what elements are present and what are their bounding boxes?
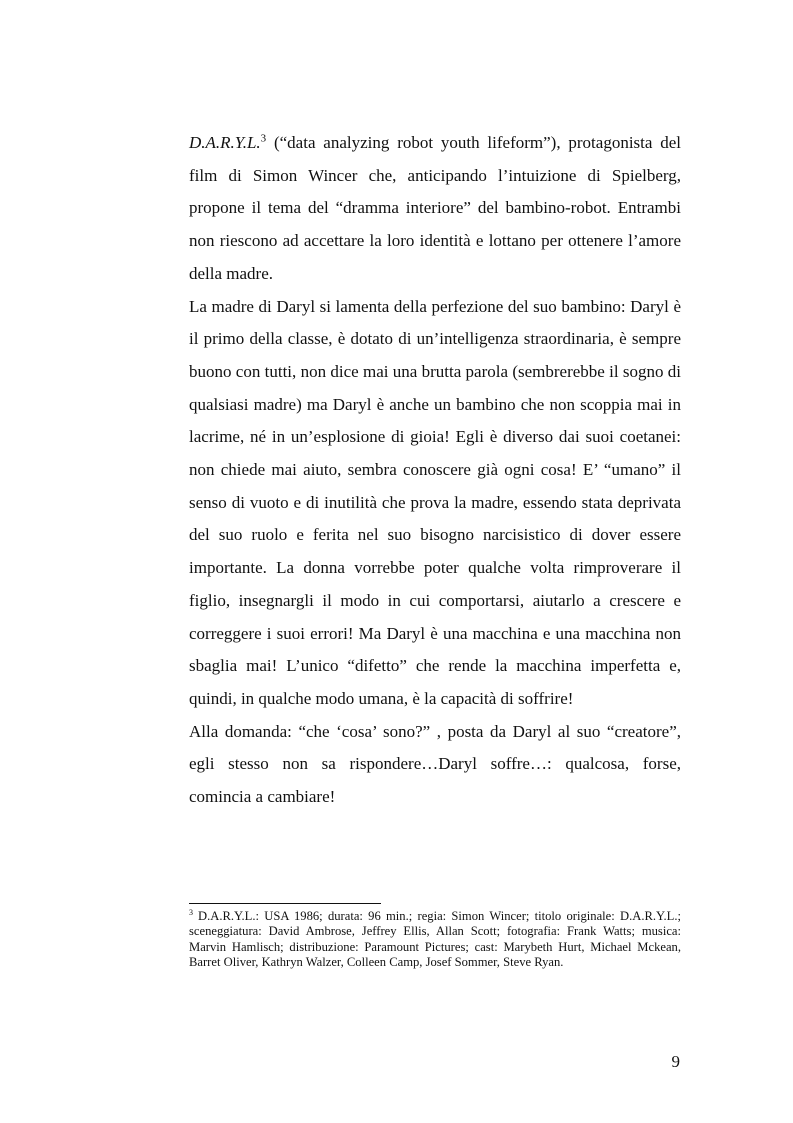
body-text bbox=[189, 127, 681, 814]
page-number: 9 bbox=[671, 1052, 680, 1071]
footnote-reference: 3 bbox=[260, 132, 267, 145]
footnote-text: D.A.R.Y.L.: USA 1986; durata: 96 min.; regia: Simon Wincer; titolo originale: D.A.R.Y.L.; sceneggiatura: David Ambrose, Jeffrey Ellis, Allan Scott; fotografia: Frank Watts; musica: Marvin Hamlisch; distribuzione: Paramount Pictures; cast: Marybeth Hurt, Michael Mckean, Barret Oliver, Kathryn Walzer, Colleen Camp, Josef Sommer, Steve Ryan. bbox=[189, 909, 681, 970]
paragraph-daryl-intro bbox=[189, 127, 681, 291]
paragraph-question: Alla domanda: “che ‘cosa’ sono?” , posta da Daryl al suo “creatore”, egli stesso non sa rispondere…Daryl soffre…: qualcosa, forse, comincia a cambiare! bbox=[189, 721, 681, 807]
film-title-italic: D.A.R.Y.L. bbox=[189, 133, 261, 152]
paragraph-mother: La madre di Daryl si lamenta della perfezione del suo bambino: Daryl è il primo della classe, è dotato di un’intelligenza straordinaria, è sempre buono con tutti, non dice mai una brutta parola (sembrerebbe il sogno di qualsiasi madre) ma Daryl è anche un bambino che non scoppia mai in lacrime, né in un’esplosione di gioia! Egli è diverso dai suoi coetanei: non chiede mai aiuto, sembra conoscere già ogni cosa! E’ “umano” il senso di vuoto e di inutilità che prova la madre, essendo stata deprivata del suo ruolo e ferita nel suo bisogno narcisistico di dover essere importante. La donna vorrebbe poter qualche volta rimproverare il figlio, insegnargli il modo in cui comportarsi, aiutarlo a crescere e correggere i suoi errori! Ma Daryl è una macchina e una macchina non sbaglia mai! L’unico “difetto” che rende la macchina imperfetta e, quindi, in qualche modo umana, è la capacità di soffrire! bbox=[189, 296, 681, 708]
footnote-number: 3 bbox=[189, 907, 193, 917]
footnote-separator bbox=[189, 903, 381, 904]
footnote bbox=[189, 909, 681, 971]
paragraph-text: (“data analyzing robot youth lifeform”), protagonista del film di Simon Wincer che, anticipando l’intuizione di Spielberg, propone il tema del “dramma interiore” del bambino-robot. Entrambi non riescono ad accettare la loro identità e lottano per ottenere l’amore della madre. bbox=[189, 133, 681, 283]
